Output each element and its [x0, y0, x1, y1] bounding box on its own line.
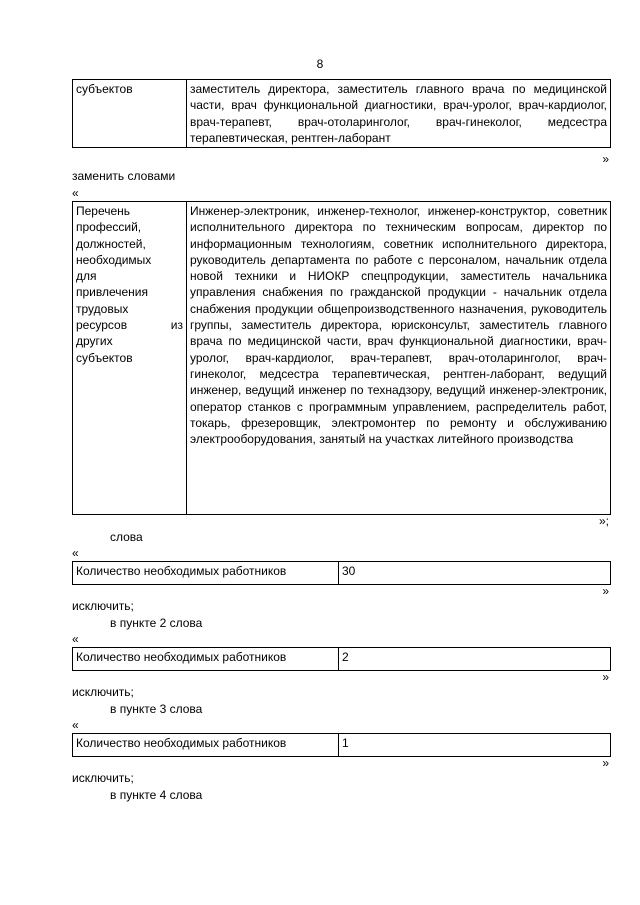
table-workers-count [72, 647, 611, 671]
exclude-text: исключить; [72, 685, 134, 699]
closing-quote: »; [598, 514, 609, 528]
label-line: необходимых [76, 252, 152, 267]
label-line: профессий, [76, 220, 142, 235]
page-number: 8 [316, 57, 324, 71]
table-row [73, 734, 611, 757]
closing-quote: » [602, 756, 609, 770]
table-workers-count [72, 733, 611, 757]
table-workers-count [72, 561, 611, 585]
table-cell-value: 2 [339, 648, 611, 671]
label-word: ресурсов [76, 318, 128, 333]
closing-quote: » [602, 584, 609, 598]
opening-quote: « [72, 632, 79, 646]
table-fragment-top [72, 79, 611, 148]
label-line: Перечень [76, 204, 131, 218]
table-cell-value: 1 [339, 734, 611, 757]
opening-quote: « [72, 546, 79, 560]
label-line: субъектов [76, 350, 133, 365]
clause-text: в пункте 4 слова [110, 788, 203, 802]
table-cell-positions: заместитель директора, заместитель главного врача по медицинской части, врач функциональной диагностики, врач-уролог, врач-кардиолог, врач-терапевт, врач-отоларинголог, врач-гинеколог, медсестра терапевтическая, рентген-лаборант [187, 80, 611, 148]
label-line: трудовых [76, 301, 129, 316]
table-cell-label: Количество необходимых работников [73, 734, 339, 757]
opening-quote: « [72, 718, 79, 732]
table-cell-positions: Инженер-электроник, инженер-технолог, инженер-конструктор, советник исполнительного директора по техническим вопросам, директор по информационным технологиям, советник исполнительного директора, руководитель департамента по работе с персоналом, начальник отдела новой техники и НИОКР спецпродукции, заместитель начальника управления снабжения по гражданской продукции - начальник отдела снабжения продукции общепроизводственного назначения, руководитель группы, заместитель директора, юрисконсульт, заместитель главного врача по медицинской части, врач функциональной диагностики, врач-уролог, врач-кардиолог, врач-терапевт, врач-отоларинголог, врач-гинеколог, медсестра терапевтическая, рентген-лаборант, ведущий инженер, ведущий инженер по технадзору, ведущий инженер-электроник, оператор станков с программным управлением, распределитель работ, токарь, фрезеровщик, электромонтер по ремонту и обслуживанию электрооборудования, занятый на участках литейного производства [187, 202, 611, 515]
label-word: из [170, 318, 183, 333]
replace-words-text: заменить словами [72, 169, 176, 183]
words-text: слова [110, 530, 143, 544]
closing-quote: » [602, 670, 609, 684]
label-line: должностей, [76, 236, 146, 251]
table-cell-label: субъектов [73, 80, 187, 148]
label-line: других [76, 334, 113, 349]
table-professions [72, 201, 611, 515]
opening-quote: « [72, 186, 79, 200]
table-row [73, 562, 611, 585]
table-cell-value: 30 [339, 562, 611, 585]
label-line: привлечения [76, 285, 149, 300]
label-line: для [76, 269, 97, 284]
exclude-text: исключить; [72, 599, 134, 613]
clause-text: в пункте 3 слова [110, 702, 203, 716]
table-row [73, 80, 611, 148]
clause-text: в пункте 2 слова [110, 616, 203, 630]
table-cell-label: Количество необходимых работников [73, 562, 339, 585]
table-row [73, 202, 611, 515]
table-cell-label: Количество необходимых работников [73, 648, 339, 671]
label-line [76, 317, 183, 333]
closing-quote: » [602, 152, 609, 166]
exclude-text: исключить; [72, 771, 134, 785]
table-cell-label [73, 202, 187, 515]
table-row [73, 648, 611, 671]
